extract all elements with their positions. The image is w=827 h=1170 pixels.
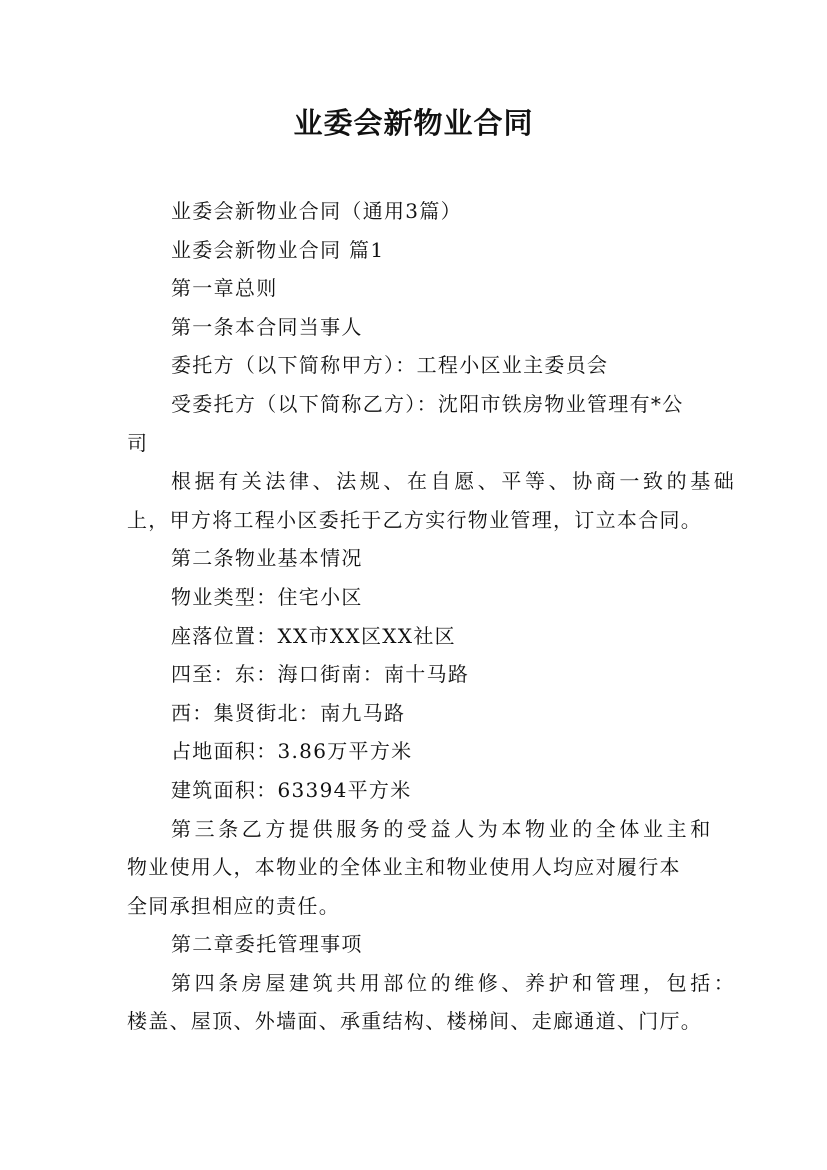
paragraph-line: 委托方（以下简称甲方）：工程小区业主委员会 (171, 353, 609, 378)
paragraph-line: 上，甲方将工程小区委托于乙方实行物业管理，订立本合同。 (127, 507, 703, 532)
paragraph-line: 第一章总则 (171, 276, 278, 301)
paragraph-line: 座落位置：XX市XX区XX社区 (171, 623, 456, 648)
paragraph-line: 第四条房屋建筑共用部位的维修、养护和管理，包括： (171, 970, 738, 995)
paragraph-line: 第三条乙方提供服务的受益人为本物业的全体业主和 (171, 816, 714, 841)
paragraph-line: 受委托方（以下简称乙方）：沈阳市铁房物业管理有*公 (171, 391, 684, 416)
paragraph-line: 第二章委托管理事项 (171, 932, 363, 957)
paragraph-line: 物业类型：住宅小区 (171, 584, 363, 609)
paragraph-line: 司 (127, 430, 149, 455)
document-body (127, 192, 738, 1041)
paragraph-line: 第一条本合同当事人 (171, 314, 363, 339)
paragraph-line: 楼盖、屋顶、外墙面、承重结构、楼梯间、走廊通道、门厅。 (127, 1009, 703, 1034)
paragraph-line: 全同承担相应的责任。 (127, 893, 340, 918)
paragraph-line: 占地面积：3.86万平方米 (171, 739, 413, 764)
document-title: 业委会新物业合同 (293, 106, 534, 140)
paragraph-line: 第二条物业基本情况 (171, 546, 363, 571)
paragraph-line: 业委会新物业合同 篇1 (171, 237, 385, 262)
paragraph-line: 西：集贤街北：南九马路 (171, 700, 406, 725)
paragraph-line: 业委会新物业合同（通用3篇） (171, 199, 462, 223)
paragraph-line: 四至：东：海口街南：南十马路 (171, 662, 470, 687)
paragraph-line: 物业使用人，本物业的全体业主和物业使用人均应对履行本 (127, 855, 681, 880)
paragraph-line: 根据有关法律、法规、在自愿、平等、协商一致的基础 (171, 469, 738, 494)
paragraph-line: 建筑面积：63394平方米 (171, 777, 412, 802)
